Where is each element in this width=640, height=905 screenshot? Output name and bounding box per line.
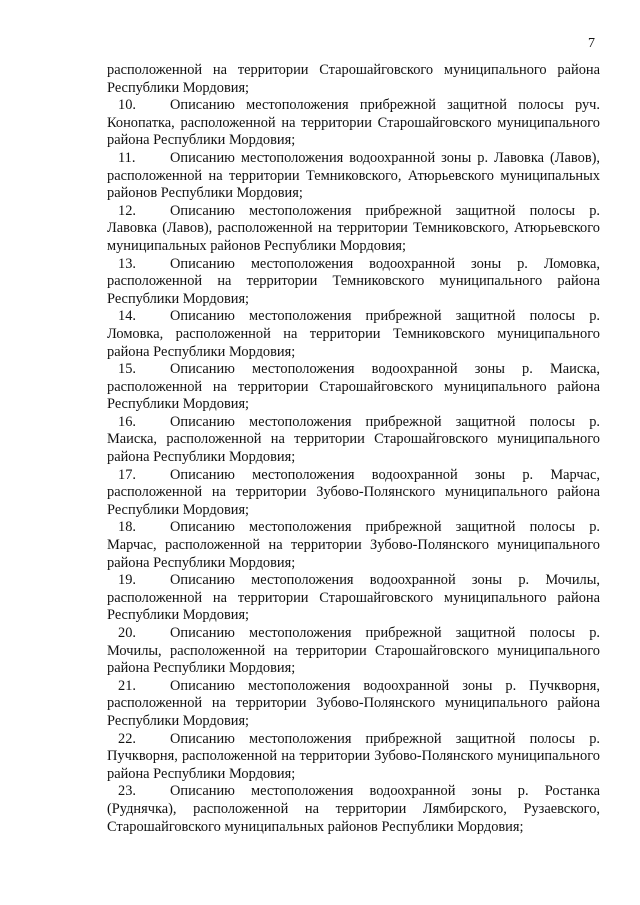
list-item — [107, 678, 600, 731]
list-item — [107, 519, 600, 572]
list-item — [107, 783, 600, 836]
item-text: Описанию местоположения прибрежной защитной полосы р. Мочилы, расположенной на территории Старошайговского муниципального района Республики Мордовия; — [107, 625, 600, 677]
item-text: Описанию местоположения прибрежной защитной полосы р. Лавовка (Лавов), расположенной на территории Темниковского, Атюрьевского муниципальных районов Республики Мордовия; — [107, 202, 600, 254]
item-number: 10. — [118, 97, 136, 114]
list-item — [107, 625, 600, 678]
list-item — [107, 308, 600, 361]
item-number: 15. — [118, 361, 136, 378]
item-number: 13. — [118, 255, 136, 272]
item-text: Описанию местоположения водоохранной зоны р. Ростанка (Руднячка), расположенной на территории Лямбирского, Рузаевского, Старошайговского муниципальных районов Республики Мордовия; — [107, 783, 600, 835]
item-number: 12. — [118, 202, 136, 219]
item-number: 22. — [118, 730, 136, 747]
item-text: Описанию местоположения водоохранной зоны р. Пучкворня, расположенной на территории Зубово-Полянского муниципального района Республики Мордовия; — [107, 677, 600, 729]
item-number: 17. — [118, 466, 136, 483]
item-number: 20. — [118, 625, 136, 641]
item-number: 11. — [118, 149, 136, 166]
list-item — [107, 572, 600, 625]
item-text: Описанию местоположения прибрежной защитной полосы руч. Конопатка, расположенной на территории Старошайговского муниципального района Республики Мордовия; — [107, 97, 600, 149]
list-item — [107, 467, 600, 520]
page-number: 7 — [588, 36, 595, 51]
item-text: Описанию местоположения прибрежной защитной полосы р. Ломовка, расположенной на территории Темниковского муниципального района Республики Мордовия; — [107, 308, 600, 360]
item-number: 19. — [118, 572, 136, 589]
item-text: Описанию местоположения прибрежной защитной полосы р. Маиска, расположенной на территории Старошайговского муниципального района Республики Мордовия; — [107, 413, 600, 466]
list-item — [107, 731, 600, 784]
item-text: Описанию местоположения водоохранной зоны р. Мочилы, расположенной на территории Старошайговского муниципального района Республики Мордовия; — [107, 572, 600, 624]
list-item — [107, 97, 600, 150]
item-number: 18. — [118, 519, 136, 536]
item-number: 14. — [118, 308, 136, 325]
item-number: 16. — [118, 413, 136, 430]
item-list — [107, 97, 600, 836]
list-item — [107, 361, 600, 414]
item-text: Описанию местоположения прибрежной защитной полосы р. Пучкворня, расположенной на территории Зубово-Полянского муниципального района Республики Мордовия; — [107, 730, 600, 782]
item-text: Описанию местоположения прибрежной защитной полосы р. Марчас, расположенной на территории Зубово-Полянского муниципального района Республики Мордовия; — [107, 519, 600, 571]
list-item — [107, 256, 600, 309]
item-text: Описанию местоположения водоохранной зоны р. Марчас, расположенной на территории Зубово-Полянского муниципального района Республики Мордовия; — [107, 466, 600, 518]
list-item — [107, 203, 600, 256]
list-item — [107, 414, 600, 467]
list-item — [107, 150, 600, 203]
document-body — [107, 62, 600, 836]
item-number: 21. — [118, 677, 136, 694]
item-text: Описанию местоположения водоохранной зоны р. Маиска, расположенной на территории Старошайговского муниципального района Республики Мордовия; — [107, 361, 600, 413]
continuation-paragraph: расположенной на территории Старошайговского муниципального района Республики Мордовия; — [107, 62, 600, 96]
item-number: 23. — [118, 783, 136, 800]
item-text: Описанию местоположения водоохранной зоны р. Ломовка, расположенной на территории Темниковского муниципального района Республики Мордовия; — [107, 255, 600, 307]
item-text: Описанию местоположения водоохранной зоны р. Лавовка (Лавов), расположенной на территории Темниковского, Атюрьевского муниципальных районов Республики Мордовия; — [107, 149, 600, 202]
